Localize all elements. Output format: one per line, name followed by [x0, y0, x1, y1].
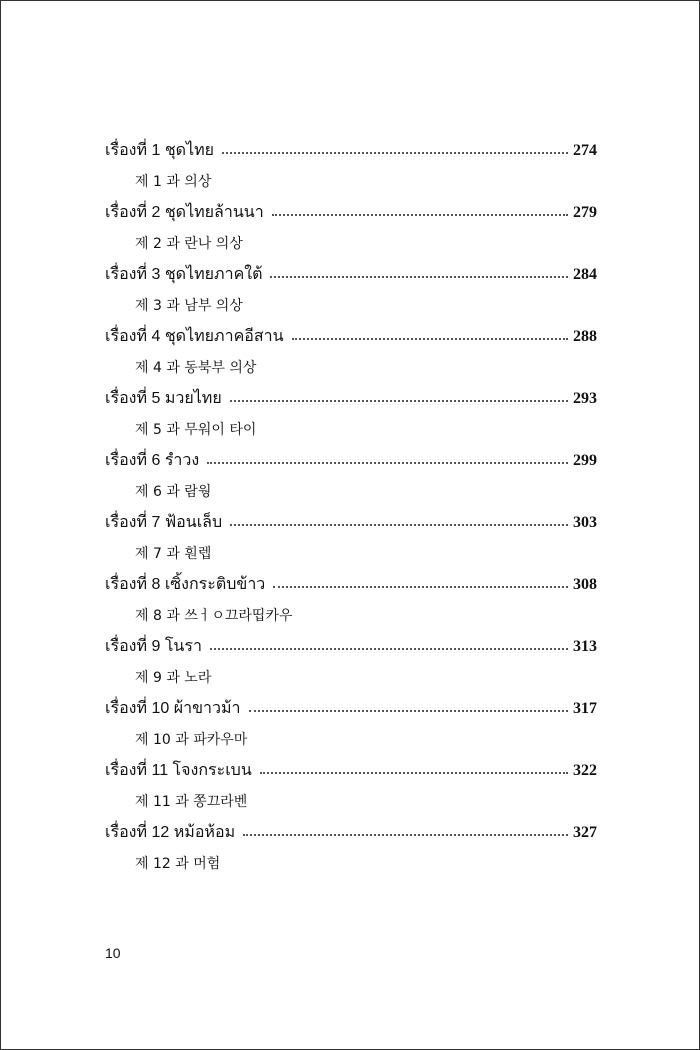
toc-subtitle-row	[1, 724, 700, 755]
toc-entry-page: 279	[573, 203, 597, 221]
toc-entry-title: เรื่องที่ 5 มวยไทย	[105, 389, 222, 407]
toc-entry-page: 284	[573, 265, 597, 283]
toc-entry-row	[1, 445, 700, 476]
toc-entry-title: เรื่องที่ 3 ชุดไทยภาคใต้	[105, 265, 263, 283]
toc-subtitle-row	[1, 352, 700, 383]
toc-subtitle-row	[1, 290, 700, 321]
dot-leader	[292, 337, 568, 340]
toc-entry	[105, 755, 597, 786]
toc-entry-page: 303	[573, 513, 597, 531]
toc-entry-page: 293	[573, 389, 597, 407]
toc-subtitle-row	[1, 786, 700, 817]
toc-entry	[105, 445, 597, 476]
toc-entry-title: เรื่องที่ 9 โนรา	[105, 637, 202, 655]
toc-entry-page: 327	[573, 823, 597, 841]
toc-entry	[105, 321, 597, 352]
toc-entry-subtitle: 제 1 과 의상	[135, 173, 212, 190]
toc-entry-row	[1, 755, 700, 786]
toc-entry-row	[1, 817, 700, 848]
toc-entry-page: 288	[573, 327, 597, 345]
toc-entry-row	[1, 693, 700, 724]
toc-entry	[105, 259, 597, 290]
toc-entry-title: เรื่องที่ 4 ชุดไทยภาคอีสาน	[105, 327, 284, 345]
dot-leader	[272, 213, 568, 216]
page-number: 10	[105, 945, 121, 961]
toc-entry-subtitle: 제 3 과 남부 의상	[135, 297, 243, 314]
toc-entry	[105, 507, 597, 538]
toc-entry-title: เรื่องที่ 1 ชุดไทย	[105, 141, 215, 159]
toc-entry-row	[1, 135, 700, 166]
toc-entry-title: เรื่องที่ 7 ฟ้อนเล็บ	[105, 513, 223, 531]
toc-subtitle-row	[1, 662, 700, 693]
toc-entry-page: 308	[573, 575, 597, 593]
dot-leader	[243, 833, 568, 836]
toc-entry-title: เรื่องที่ 10 ผ้าขาวม้า	[105, 699, 241, 717]
toc-entry	[105, 383, 597, 414]
toc-entry	[105, 569, 597, 600]
toc-entry-subtitle: 제 4 과 동북부 의상	[135, 359, 257, 376]
toc-entry-row	[1, 383, 700, 414]
toc-entry-subtitle: 제 9 과 노라	[135, 669, 212, 686]
toc-entry-title: เรื่องที่ 11 โจงกระเบน	[105, 761, 252, 779]
toc-entry	[105, 135, 597, 166]
dot-leader	[230, 399, 568, 402]
toc-entry-page: 317	[573, 699, 597, 717]
toc-entry-subtitle: 제 11 과 쫑끄라벤	[135, 793, 248, 810]
toc-entry-subtitle: 제 12 과 머험	[135, 855, 221, 872]
toc-entry-row	[1, 259, 700, 290]
toc-entry-title: เรื่องที่ 12 หม้อห้อม	[105, 823, 236, 841]
toc-entry-subtitle: 제 5 과 무워이 타이	[135, 421, 257, 438]
toc-subtitle-row	[1, 166, 700, 197]
dot-leader	[222, 151, 568, 154]
dot-leader	[273, 585, 568, 588]
toc-entry-subtitle: 제 7 과 훤렙	[135, 545, 212, 562]
dot-leader	[207, 461, 568, 464]
toc-entry-page: 322	[573, 761, 597, 779]
toc-subtitle-row	[1, 476, 700, 507]
toc-entry-subtitle: 제 8 과 쓰ㅓㅇ끄라띱카우	[135, 607, 293, 624]
toc-subtitle-row	[1, 414, 700, 445]
toc-subtitle-row	[1, 228, 700, 259]
table-of-contents	[1, 135, 700, 879]
dot-leader	[210, 647, 568, 650]
toc-entry-row	[1, 507, 700, 538]
toc-entry-page: 274	[573, 141, 597, 159]
toc-entry-page: 313	[573, 637, 597, 655]
toc-entry-title: เรื่องที่ 2 ชุดไทยล้านนา	[105, 203, 264, 221]
dot-leader	[260, 771, 568, 774]
toc-subtitle-row	[1, 538, 700, 569]
dot-leader	[270, 275, 568, 278]
toc-entry-title: เรื่องที่ 6 รำวง	[105, 451, 200, 469]
toc-entry-subtitle: 제 2 과 란나 의상	[135, 235, 243, 252]
toc-entry-row	[1, 569, 700, 600]
toc-entry-page: 299	[573, 451, 597, 469]
toc-entry	[105, 631, 597, 662]
toc-subtitle-row	[1, 600, 700, 631]
dot-leader	[249, 709, 568, 712]
toc-entry	[105, 817, 597, 848]
toc-entry	[105, 693, 597, 724]
toc-entry	[105, 197, 597, 228]
toc-entry-row	[1, 631, 700, 662]
toc-entry-title: เรื่องที่ 8 เซิ้งกระติบข้าว	[105, 575, 266, 593]
toc-subtitle-row	[1, 848, 700, 879]
toc-entry-subtitle: 제 10 과 파카우마	[135, 731, 248, 748]
dot-leader	[230, 523, 568, 526]
toc-entry-row	[1, 321, 700, 352]
toc-entry-subtitle: 제 6 과 람웡	[135, 483, 212, 500]
toc-entry-row	[1, 197, 700, 228]
